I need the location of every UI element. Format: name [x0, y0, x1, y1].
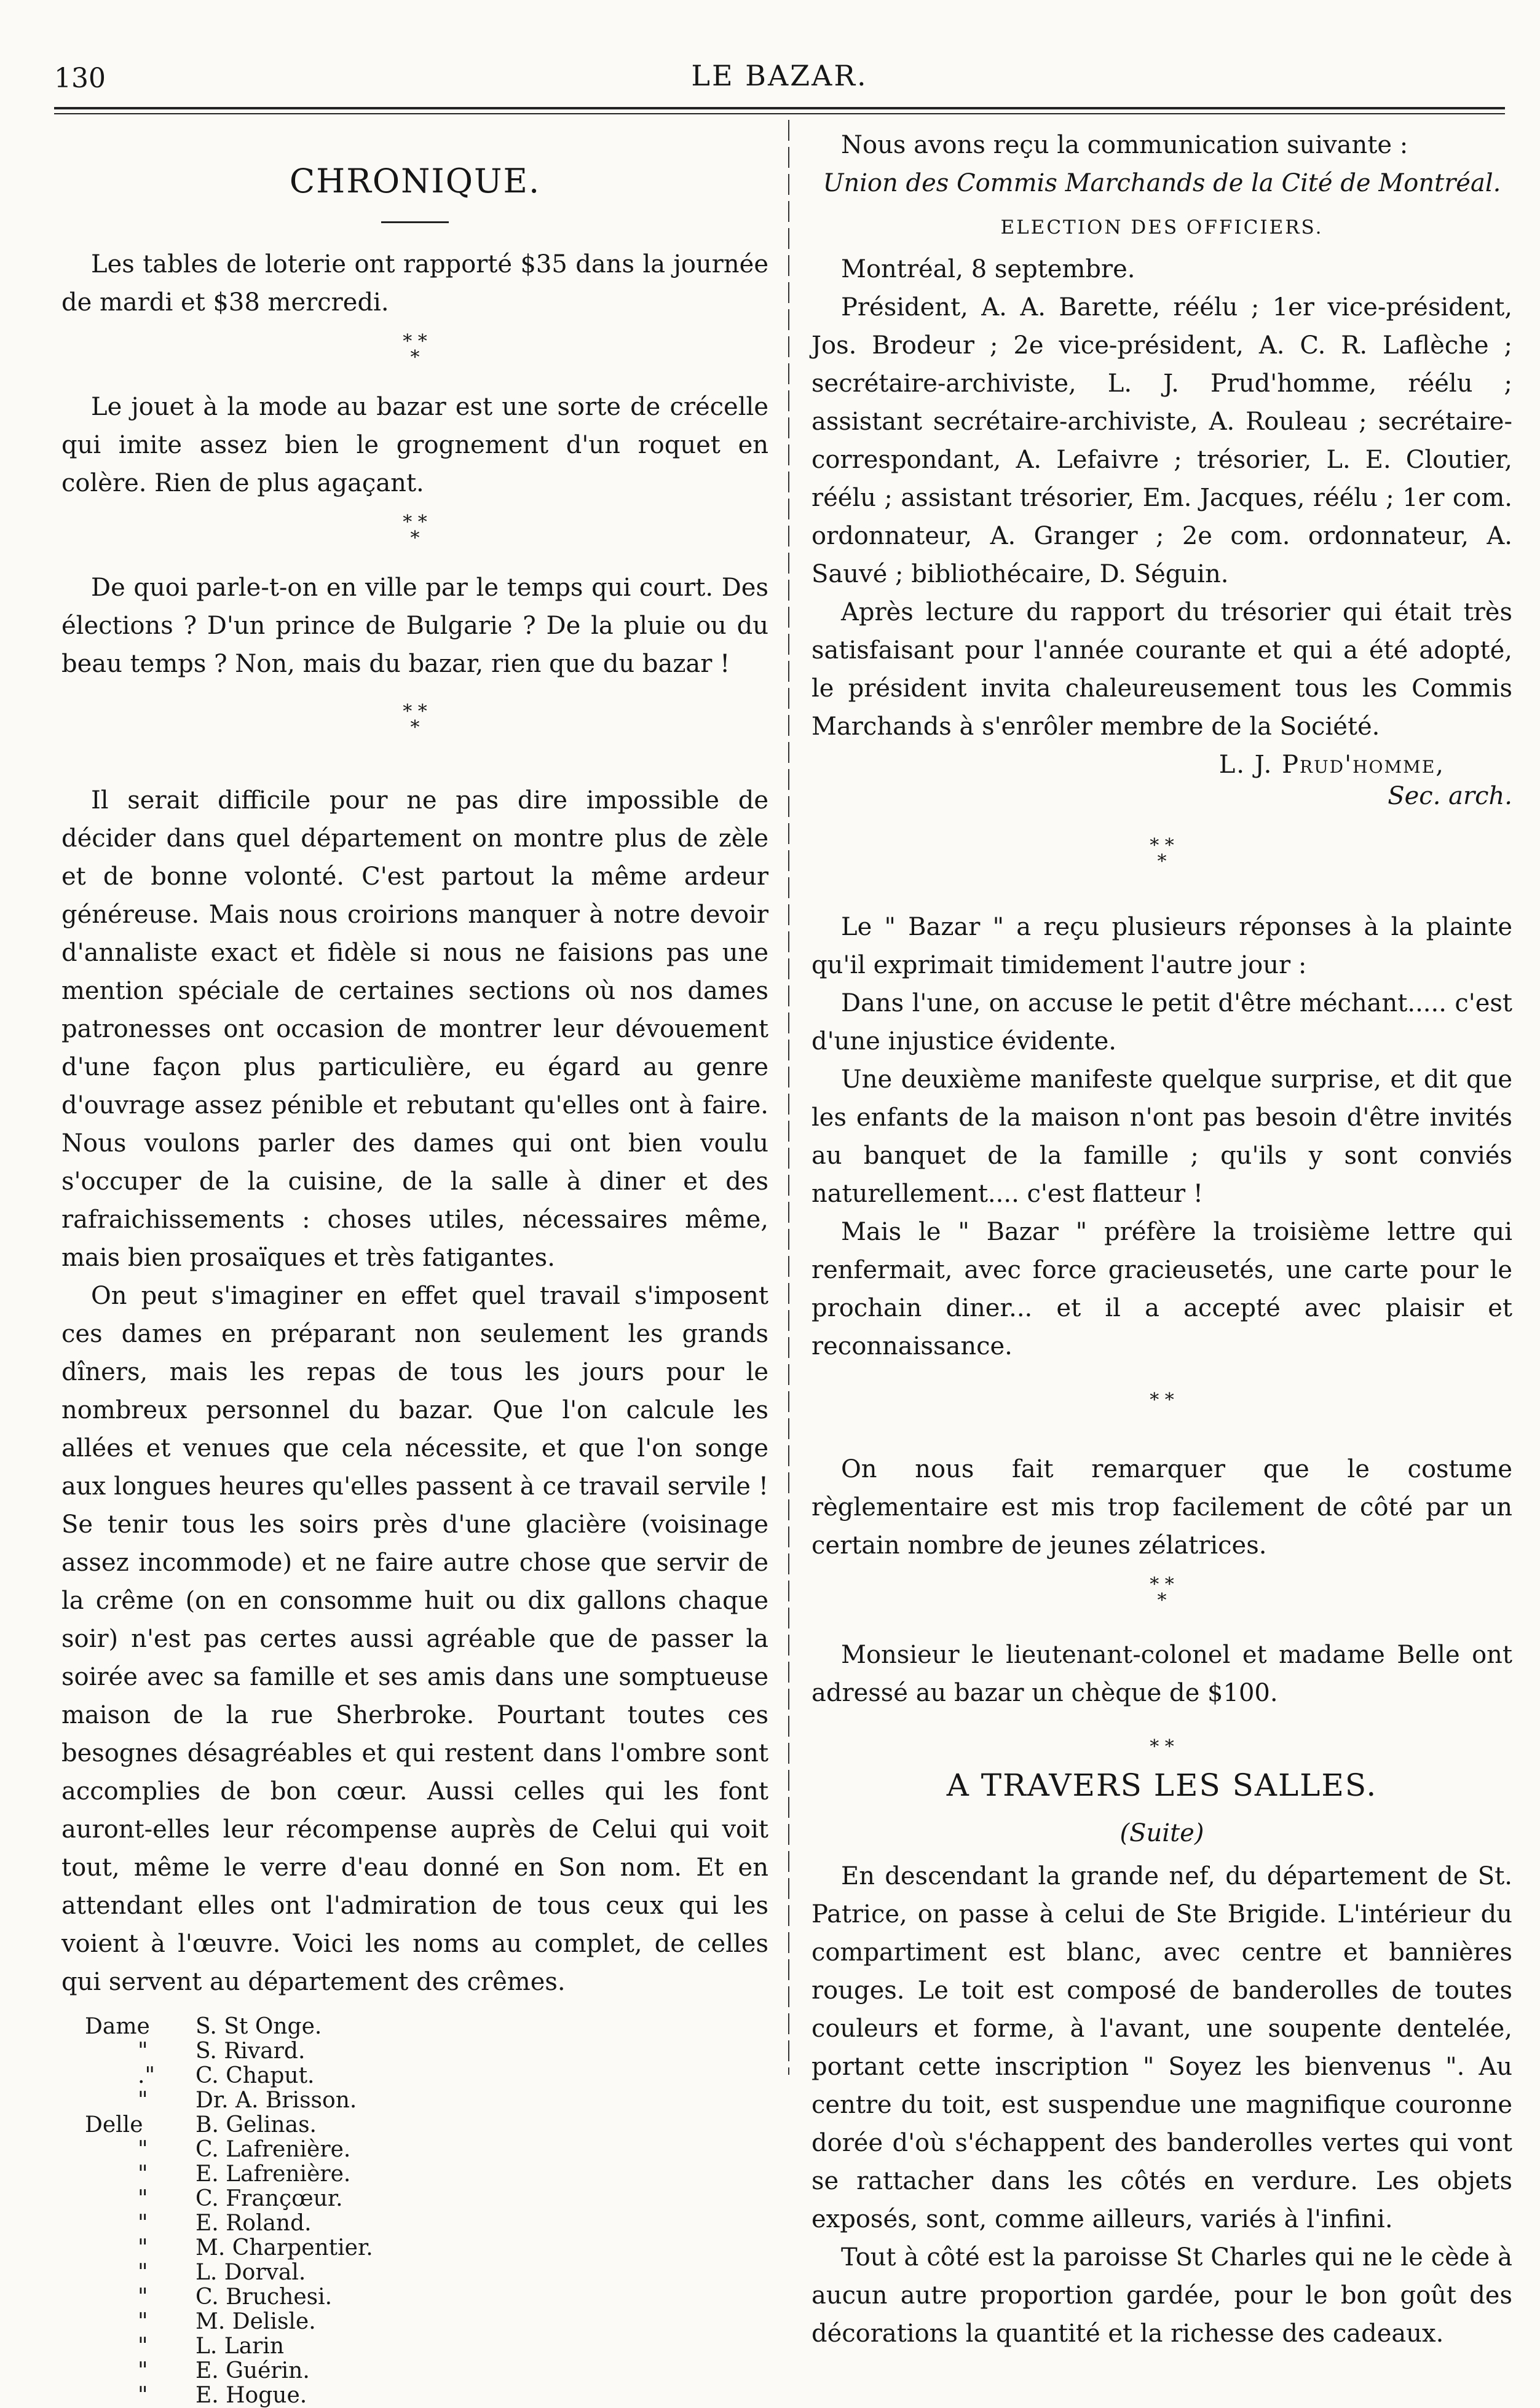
signature-title: Sec. arch. [1388, 782, 1512, 810]
paragraph-rapport: Après lecture du rapport du trésorier qui était très satisfaisant pour l'année courante et qui a été adopté, le président invita chaleureusement tous les Commis Marchands à s'enrôler membre de la Société. [811, 598, 1512, 741]
signature: L. J. Prud'homme, [1218, 751, 1445, 779]
header-rule-thin [54, 113, 1505, 114]
column-divider [788, 120, 789, 2075]
list-item: " L. Larin [138, 2334, 285, 2359]
asterism: * * * [403, 701, 427, 738]
paragraph-loterie: Les tables de loterie ont rapporté $35 dans la journée de mardi et $38 mercredi. [61, 250, 768, 317]
list-item: ." C. Chaput. [138, 2063, 315, 2088]
page-header [54, 59, 1505, 108]
list-item: Dame S. St Onge. [85, 2014, 322, 2039]
list-item: " Dr. A. Brisson. [138, 2088, 357, 2113]
asterism: * * [1150, 1389, 1174, 1411]
left-column [61, 126, 768, 2408]
list-item: " E. Lafrenière. [138, 2161, 351, 2187]
paragraph-jouet: Le jouet à la mode au bazar est une sorte de crécelle qui imite assez bien le grognement d'un roquet en colère. Rien de plus agaçant. [61, 393, 768, 497]
chronique-heading: CHRONIQUE. [289, 162, 541, 200]
paragraph-belle: Monsieur le lieutenant-colonel et madame Belle ont adressé au bazar un chèque de $100. [811, 1641, 1512, 1707]
paragraph-travail: On peut s'imaginer en effet quel travail s'imposent ces dames en préparant non seulement les grands dîners, mais les repas de tous les jours pour le nombreux personnel du bazar. Que l'on calcule les allées et venues que cela nécessite, et que l'on songe aux longues heures qu'elles passent à ce travail servile ! Se tenir tous les soirs près d'une glacière (voisinage assez incommode) et ne faire autre chose que servir de la crême (on en consomme huit ou dix gallons chaque soir) n'est pas certes aussi agréable que de passer la soirée avec sa famille et ses amis dans une somptueuse maison de la rue Sherbroke. Pourtant toutes ces besognes désagréables et qui restent dans l'ombre sont accomplies de bon cœur. Aussi celles qui les font auront-elles leur récompense auprès de Celui qui voit tout, même le verre d'eau donné en Son nom. Et en attendant elles ont l'admiration de tous ceux qui les voient à l'œuvre. Voici les noms au complet, de celles qui servent au département des crêmes. [61, 1282, 768, 1996]
paragraph-departement: Il serait difficile pour ne pas dire impossible de décider dans quel département on montre plus de zèle et de bonne volonté. C'est partout la même ardeur généreuse. Mais nous croirions manquer à notre devoir d'annaliste exact et fidèle si nous ne faisions pas une mention spéciale de certaines sections où nos dames patronesses ont occasion de montrer leur dévouement d'une façon plus particulière, eu égard au genre d'ouvrage assez pénible et rebutant qu'elles ont à faire. Nous voulons parler des dames qui ont bien voulu s'occuper de la cuisine, de la salle à diner et des rafraichissements : choses utiles, nécessaires même, mais bien prosaïques et très fatigantes. [61, 786, 768, 1272]
paragraph-ville: De quoi parle-t-on en ville par le temps qui court. Des élections ? D'un prince de Bulgarie ? De la pluie ou du beau temps ? Non, mais du bazar, rien que du bazar ! [61, 574, 768, 678]
list-item: " E. Hogue. [138, 2383, 307, 2408]
header-rule [54, 107, 1505, 109]
page-number: 130 [54, 63, 106, 94]
election-heading: ELECTION DES OFFICIERS. [1000, 216, 1324, 239]
salles-heading: A TRAVERS LES SALLES. [946, 1767, 1378, 1803]
asterism: * * * [403, 511, 427, 549]
publication-title: LE BAZAR. [691, 59, 868, 92]
list-item: " C. Françœur. [138, 2186, 343, 2211]
officers-list: Président, A. A. Barette, réélu ; 1er vice-président, Jos. Brodeur ; 2e vice-président, A. C. R. Laflèche ; secrétaire-archiviste, L. J. Prud'homme, réélu ; assistant secrétaire-archiviste, A. Rouleau ; secrétaire-correspondant, A. Lefaivre ; trésorier, L. E. Cloutier, réélu ; assistant trésorier, Em. Jacques, réélu ; 1er com. ordonnateur, A. Granger ; 2e com. ordonnateur, A. Sauvé ; bibliothécaire, D. Séguin. [811, 293, 1512, 588]
asterism: * * [1150, 1736, 1174, 1758]
paragraph-costume: On nous fait remarquer que le costume règlementaire est mis trop facilement de côté par un certain nombre de jeunes zélatrices. [811, 1455, 1512, 1560]
list-item: " E. Roland. [138, 2211, 312, 2236]
list-item: " L. Dorval. [138, 2260, 306, 2285]
suite-label: (Suite) [1119, 1819, 1204, 1847]
list-item: " E. Guérin. [138, 2358, 310, 2383]
union-name: Union des Commis Marchands de la Cité de Montréal. [823, 169, 1501, 197]
paragraph-bazar-deuxieme: Une deuxième manifeste quelque surprise, et dit que les enfants de la maison n'ont pas besoin d'être invités au banquet de la famille ; qu'ils y sont conviés naturellement.... c'est flatteur ! [811, 1065, 1512, 1208]
list-item: " S. Rivard. [138, 2039, 306, 2064]
right-column [811, 126, 1512, 2348]
paragraph-bazar-reponses: Le " Bazar " a reçu plusieurs réponses à la plainte qu'il exprimait timidement l'autre jour : [811, 913, 1512, 979]
asterism: * * * [1150, 1574, 1174, 1611]
list-item: " M. Charpentier. [138, 2235, 373, 2260]
list-item: " M. Delisle. [138, 2309, 316, 2334]
paragraph-bazar-une: Dans l'une, on accuse le petit d'être méchant..... c'est d'une injustice évidente. [811, 989, 1512, 1056]
heading-rule [381, 221, 449, 223]
paragraph-salles: En descendant la grande nef, du département de St. Patrice, on passe à celui de Ste Brigide. L'intérieur du compartiment est blanc, avec centre et bannières rouges. Le toit est composé de banderolles de toutes couleurs et forme, à l'avant, une soupente dentelée, portant cette inscription " Soyez les bienvenus ". Au centre du toit, est suspendue une magnifique couronne dorée d'où s'échappent des banderolles vertes qui vont se rattacher dans les côtés en verdure. Les objets exposés, sont, comme ailleurs, variés à l'infini. [811, 1862, 1512, 2233]
dateline: Montréal, 8 septembre. [841, 255, 1135, 283]
paragraph-st-charles: Tout à côté est la paroisse St Charles qui ne le cède à aucun autre proportion gardée, pour le bon goût des décorations la quantité et la richesse des cadeaux. [811, 2243, 1512, 2348]
names-list [85, 2015, 373, 2408]
paragraph-bazar-troisieme: Mais le " Bazar " préfère la troisième lettre qui renfermait, avec force gracieusetés, une carte pour le prochain diner... et il a accepté avec plaisir et reconnaissance. [811, 1218, 1512, 1360]
list-item: Delle B. Gelinas. [85, 2112, 317, 2138]
communication-intro: Nous avons reçu la communication suivante : [841, 131, 1408, 159]
list-item: " C. Bruchesi. [138, 2284, 333, 2310]
list-item: " C. Lafrenière. [138, 2137, 351, 2162]
asterism: * * * [1150, 835, 1174, 872]
asterism: * * * [403, 331, 427, 368]
